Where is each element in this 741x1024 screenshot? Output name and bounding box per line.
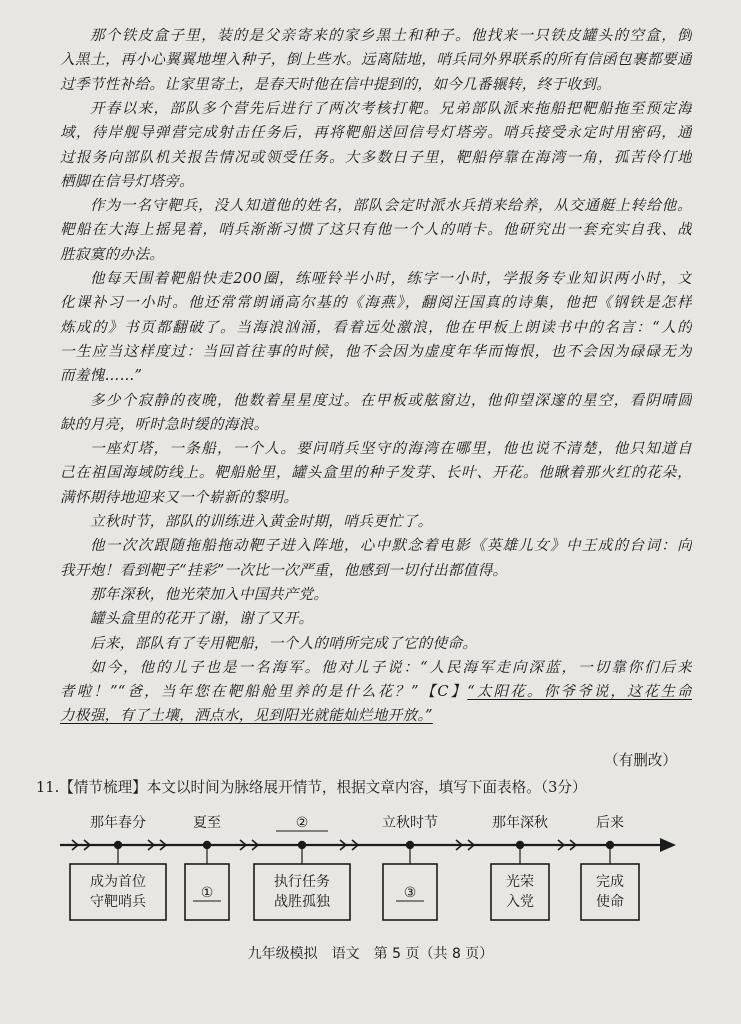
box-text: 完成	[596, 874, 624, 890]
timeline-label: 立秋时节	[382, 815, 438, 831]
timeline-label: 夏至	[193, 815, 221, 831]
passage-line: 一生应当这样度过：当回首往事的时候，他不会因为虚度年华而悔恨，也不会因为碌碌无为	[60, 342, 692, 360]
passage-line: 化课补习一小时。他还常常朗诵高尔基的《海燕》，翻阅汪国真的诗集，他把《钢铁是怎样	[60, 294, 692, 312]
underlined-answer: “太阳花。你爷爷说，这花生命	[467, 683, 692, 701]
page-footer: 九年级模拟 语文 第 5 页（共 8 页）	[247, 946, 494, 962]
passage-line: 入黑土，再小心翼翼地埋入种子，倒上些水。远离陆地，哨兵同外界联系的所有信函包裹都要通	[60, 51, 692, 69]
passage-line: 过报务向部队机关报告情况或领受任务。大多数日子里，靶船停靠在海湾一角，孤苦伶仃地	[60, 148, 692, 166]
box-text: 光荣	[506, 874, 534, 890]
timeline-box	[254, 864, 350, 920]
passage-line: 那年深秋，他光荣加入中国共产党。	[90, 585, 329, 603]
passage-line: 他一次次跟随拖船拖动靶子进入阵地，心中默念着电影《英雄儿女》中王成的台词：向	[90, 537, 692, 555]
timeline-node	[298, 841, 306, 849]
passage-line: 开春以来，部队多个营先后进行了两次考核打靶。兄弟部队派来拖船把靶船拖至预定海	[90, 99, 692, 117]
timeline-box	[70, 864, 166, 920]
box-text: 成为首位	[90, 874, 146, 890]
passage-line: 那个铁皮盒子里，装的是父亲寄来的家乡黑土和种子。他找来一只铁皮罐头的空盒，倒	[90, 27, 692, 44]
passage-line: 缺的月亮，听时急时缓的海浪。	[60, 415, 269, 433]
passage-line: 后来，部队有了专用靶船，一个人的哨所完成了它的使命。	[90, 634, 478, 652]
passage-line: 域，待岸舰导弹营完成射击任务后，再将靶船送回信号灯塔旁。哨兵接受永定时用密码，通	[60, 124, 692, 142]
question-11: 11.【情节梳理】本文以时间为脉络展开情节，根据文章内容，填写下面表格。（3分）	[36, 779, 587, 796]
timeline-arrowhead	[660, 838, 676, 852]
passage-line: 我开炮！看到靶子“挂彩”一次比一次严重，他感到一切付出都值得。	[60, 561, 508, 579]
passage-line: 胜寂寞的办法。	[60, 245, 165, 263]
timeline-node	[203, 841, 211, 849]
timeline-node	[606, 841, 614, 849]
passage-line: 罐头盒里的花开了谢，谢了又开。	[90, 610, 314, 628]
passage-line: 如今，他的儿子也是一名海军。他对儿子说：“人民海军走向深蓝，一切靠你们后来	[90, 658, 692, 676]
box-text: ①	[200, 885, 214, 901]
passage-line: 己在祖国海域防线上。靶船舱里，罐头盒里的种子发芽、长叶、开花。他瞅着那火红的花朵，	[60, 464, 692, 482]
timeline-node	[516, 841, 524, 849]
passage-line: 力极强，有了土壤，洒点水，见到阳光就能灿烂地开放。”	[60, 707, 433, 725]
box-text: 守靶哨兵	[90, 894, 146, 910]
timeline-label: ②	[295, 815, 309, 831]
box-text: 执行任务	[274, 874, 330, 890]
box-text: 入党	[506, 894, 534, 910]
passage-line-plain: 者啦！”“爸，当年您在靶船舱里养的是什么花？”【C】	[60, 683, 468, 701]
box-text: 使命	[596, 894, 624, 910]
passage-line: 作为一名守靶兵，没人知道他的姓名，部队会定时派水兵捎来给养，从交通艇上转给他。	[90, 197, 692, 215]
box-text: 战胜孤独	[274, 894, 330, 910]
passage-line: 过季节性补给。让家里寄土，是春天时他在信中提到的，如今几番辗转，终于收到。	[60, 75, 612, 93]
timeline-box	[491, 864, 549, 920]
timeline-label: 那年深秋	[492, 815, 548, 831]
passage-line: 他每天围着靶船快走200圈，练哑铃半小时，练字一小时，学报务专业知识两小时，文	[90, 270, 692, 287]
box-text: ③	[403, 885, 417, 901]
passage-line: 靶船在大海上摇晃着，哨兵渐渐习惯了这只有他一个人的哨卡。他研究出一套充实自我、战	[60, 221, 692, 239]
timeline-label: 后来	[596, 815, 624, 831]
timeline-label: 那年春分	[90, 815, 146, 831]
edit-note: （有删改）	[604, 752, 677, 769]
passage-line: 而羞愧……”	[60, 367, 143, 385]
passage-line: 满怀期待地迎来又一个崭新的黎明。	[60, 488, 299, 506]
timeline-node	[406, 841, 414, 849]
passage-line: 立秋时节，部队的训练进入黄金时期，哨兵更忙了。	[90, 513, 433, 530]
timeline-box	[581, 864, 639, 920]
passage-line: 一座灯塔，一条船，一个人。要问哨兵坚守的海湾在哪里，他也说不清楚，他只知道自	[90, 440, 692, 458]
timeline-node	[114, 841, 122, 849]
passage-line: 炼成的》书页都翻破了。当海浪汹涌，看着远处激浪，他在甲板上朗读书中的名言：“人的	[60, 318, 692, 336]
passage-line: 栖脚在信号灯塔旁。	[60, 172, 195, 190]
passage-line: 多少个寂静的夜晚，他数着星星度过。在甲板或舷窗边，他仰望深邃的星空，看阴晴圆	[90, 391, 692, 409]
